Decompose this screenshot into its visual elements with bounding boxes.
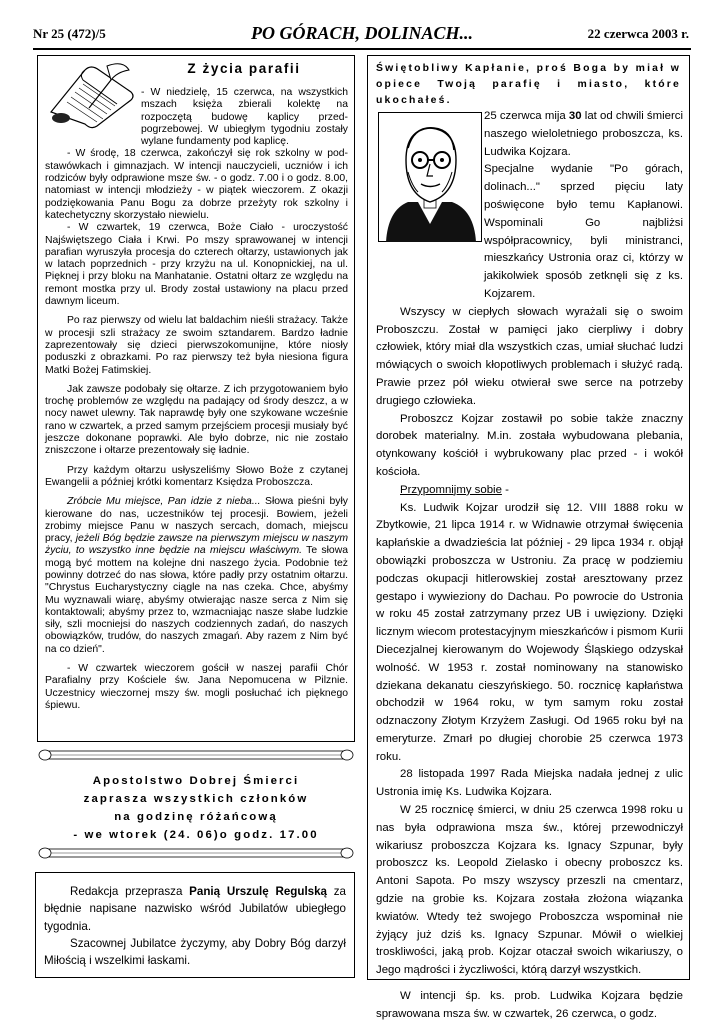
- parish-life-body: [45, 87, 348, 712]
- scroll-divider-icon: [37, 748, 355, 762]
- rosary-notice: [37, 772, 355, 844]
- issue-date: 22 czerwca 2003 r.: [587, 26, 689, 41]
- newspaper-title: PO GÓRACH, DOLINACH...: [250, 23, 474, 43]
- notice-line: Apostolstwo Dobrej Śmierci: [92, 775, 300, 787]
- kojzar-article-body: [376, 108, 683, 1024]
- article-heading: Świętobliwy Kapłanie, proś Boga by miał w opiece Twoją parafię i miasto, które ukochałeś.: [376, 63, 681, 106]
- paragraph: Specjalne wydanie "Po górach, dolinach..." sprzed pięciu laty poświęcone było temu Kapłanowi. Wspominali Go najbliżsi współpracownicy, byli ministranci, mieszkańcy Ustronia oraz ci, którzy w jakikolwiek sposób zetknęli się z ks. Kojzarem.: [484, 163, 683, 300]
- paragraph: - W czwartek wieczorem gościł w naszej parafii Chór Parafialny przy Kościele św. Jana Nepomucena w Pilznie. Uczestnicy wieczornej mszy św. mogli posłuchać ich pięknego śpiewu.: [45, 663, 348, 711]
- notice-line: - we wtorek (24. 06)o godz. 17.00: [73, 829, 319, 841]
- parish-life-title: Z życia parafii: [187, 61, 301, 76]
- paragraph: W intencji śp. ks. prob. Ludwika Kojzara będzie sprawowana msza św. w czwartek, 26 czerwca, o godz.: [376, 990, 683, 1020]
- paragraph: - W czwartek, 19 czerwca, Boże Ciało - uroczystość Najświętszego Ciała i Krwi. Po mszy sprawowanej w intencji parafian wyruszyła procesja do czterech ołtarzy, ustawionych jak w latach poprzednich - przy krzyżu na ul. Konopnickiej, na ul. Pięknej i przy bloku na Manhatanie. Ostatni ołtarz ze względu na remont mostka przy ul. Brody został ustawiony na placu przed dawnym liceum.: [45, 222, 348, 308]
- paragraph: Przypomnijmy sobie -: [400, 483, 509, 496]
- paragraph: W 25 rocznicę śmierci, w dniu 25 czerwca 1998 roku u nas była odprawiona msza św., której przewodniczył wikariusz proboszcza Kojzara ks. Ignacy Szpunar, były proboszcz ks. Leopold Zielasko i obecny proboszcz ks. Antoni Sapota. Po mszy wszyscy przeszli na cmentarz, gdzie na grobie ks. Kojzara została złożona wiązanka kwiatów. Wtedy też swojego Proboszcza wspominał nie żyjący już dziś ks. Ignacy Szpunar. Mówił o wielkiej troskliwości, jaką prob. Kojzar otaczał swoich wikariuszy, o Jego mądrości i życzliwości, którą darzył wszystkich.: [376, 804, 683, 977]
- paragraph: - W środę, 18 czerwca, zakończył się rok szkolny w pod-stawówkach i gimnazjach. W intencji nauczycieli, uczniów i ich rodziców były odprawione msze św. - o godz. 7.00 i o godz. 8.00, natomiast w intencji młodzieży - w piątek wieczorem. Z okazji podziękowania Panu Bogu za dobrze przeżyty rok szkolny i katechetyczny skorzystało niewielu.: [45, 148, 348, 221]
- paragraph: Proboszcz Kojzar zostawił po sobie także znaczny dorobek materialny. M.in. została wybudowana plebania, otynkowany kościół i wybrukowany plac przed - i wokół kościoła.: [376, 412, 683, 478]
- paragraph: Jak zawsze podobały się ołtarze. Z ich przygotowaniem było trochę problemów ze względu na padający od środy deszcz, a w nocy nawet ulewny. Tak naprawdę były one szykowane wcześnie rano w czwartek, a przed samym przejściem procesji musiały być jeszcze dokonane poprawki. Ale było dobrze, nic nie zostało zniszczone i ołtarze prezentowały się ładnie.: [45, 383, 348, 457]
- paragraph: Ks. Ludwik Kojzar urodził się 12. VIII 1888 roku w Zbytkowie, 21 lipca 1914 r. w Widnawie otrzymał święcenia kapłańskie a dwadzieścia lat później - 29 lipca 1934 r. objął obowiązki proboszcza w Ustroniu. Za pracę w podziemiu podczas okupacji hitlerowskiej został aresztowany przez gestapo i wywieziony do Dachau. Po powrocie do Ustronia w roku 45 został zatrzymany przez UB i uwięziony. Dzięki licznym wiecom protestacyjnym mieszkańców i pismom Kurii Diecezjalnej kierowanym do Wojewody Śląskiego odzyskał wolność. W 1953 r. został nominowany na stanowisko dziekana dekanatu cieszyńskiego. 50. rocznicę kapłaństwa obchodził w 1964 roku, w tym samym roku został odznaczony Złotym Krzyżem Zasługi. Od 1965 roku był na emeryturze. Zmarł po długiej chorobie 25 czerwca 1973 roku.: [376, 501, 683, 763]
- paragraph: Po raz pierwszy od wielu lat baldachim nieśli strażacy. Także w procesji szli strażacy ze swoim sztandarem. Bardzo ładnie zaprezentowały się dzieci pierwszokomunijne, które niosły poduszki z obrazkami. Po raz pierwszy też była niesiona figura Matki Bożej Fatimskiej.: [45, 315, 348, 376]
- parish-life-article: [37, 55, 355, 742]
- paragraph: 25 czerwca mija 30 lat od chwili śmierci naszego wieloletniego proboszcza, ks. Ludwika Kojzara.: [484, 110, 683, 158]
- issue-number: Nr 25 (472)/5: [33, 26, 106, 41]
- paragraph: Wszyscy w ciepłych słowach wyrażali się o swoim Proboszczu. Został w pamięci jako cierpliwy i dobry człowiek, który miał dla wszystkich czas, umiał słuchać ludzi mówiących o swoich kłopotliwych problemach i służyć radą. Prawie przez pół wieku otwierał swe serce na potrzeby drugiego człowieka.: [376, 305, 683, 407]
- paragraph: Szacownej Jubilatce życzymy, aby Dobry Bóg darzył Miłością i wszelkimi łaskami.: [44, 936, 346, 968]
- notice-line: zaprasza wszystkich członków: [83, 793, 309, 805]
- paragraph: Zróbcie Mu miejsce, Pan idzie z nieba... Słowa pieśni były kierowane do nas, uczestników tej procesji. Bowiem, jeżeli zrobimy miejsce Panu w naszych sercach, domach, miejscu pracy, jeżeli Bóg będzie zawsze na pierwszym miejscu w naszym życiu, to wszystko inne będzie na miejscu właściwym. Te słowa mogą być mottem na kolejne dni naszego życia. Podobnie też powinny dotrzeć do nas słowa, które padły przy ostatnim ołtarzu. "Chrystus Eucharystyczny ciągle na nas czeka. Chce, abyśmy Mu wyznawali wiarę, abyśmy otwierając nasze serca z Nim się kontaktowali; abyśmy przez to, wzmacniając nasze słabe ludzkie siły, szli mocniejsi do naszych codziennych zadań, do naszych obowiązków, trudów, do naszych zmagań. Aby razem z Nim być na co dzień".: [45, 496, 348, 655]
- paragraph: - W niedzielę, 15 czerwca, na wszystkich mszach księża zbierali kolektę na rozpoczętą budowę kaplicy przed-pogrzebowej. W ubiegłym tygodniu zostały wylane fundamenty pod kaplicę.: [141, 87, 348, 148]
- correction-notice: [35, 872, 355, 978]
- paragraph: Redakcja przeprasza Panią Urszulę Regulską za błędnie napisane nazwisko wśród Jubilatów ubiegłego tygodnia.: [44, 885, 346, 933]
- notice-line: na godzinę różańcową: [114, 811, 278, 823]
- kojzar-article: [367, 55, 690, 1020]
- page-header: [33, 20, 691, 50]
- scroll-divider-icon: [37, 846, 355, 860]
- paragraph: 28 listopada 1997 Rada Miejska nadała jednej z ulic Ustronia imię Ks. Ludwika Kojzara.: [376, 768, 683, 799]
- paragraph: Przy każdym ołtarzu usłyszeliśmy Słowo Boże z czytanej Ewangelii a później krótki komentarz Księdza Proboszcza.: [45, 464, 348, 488]
